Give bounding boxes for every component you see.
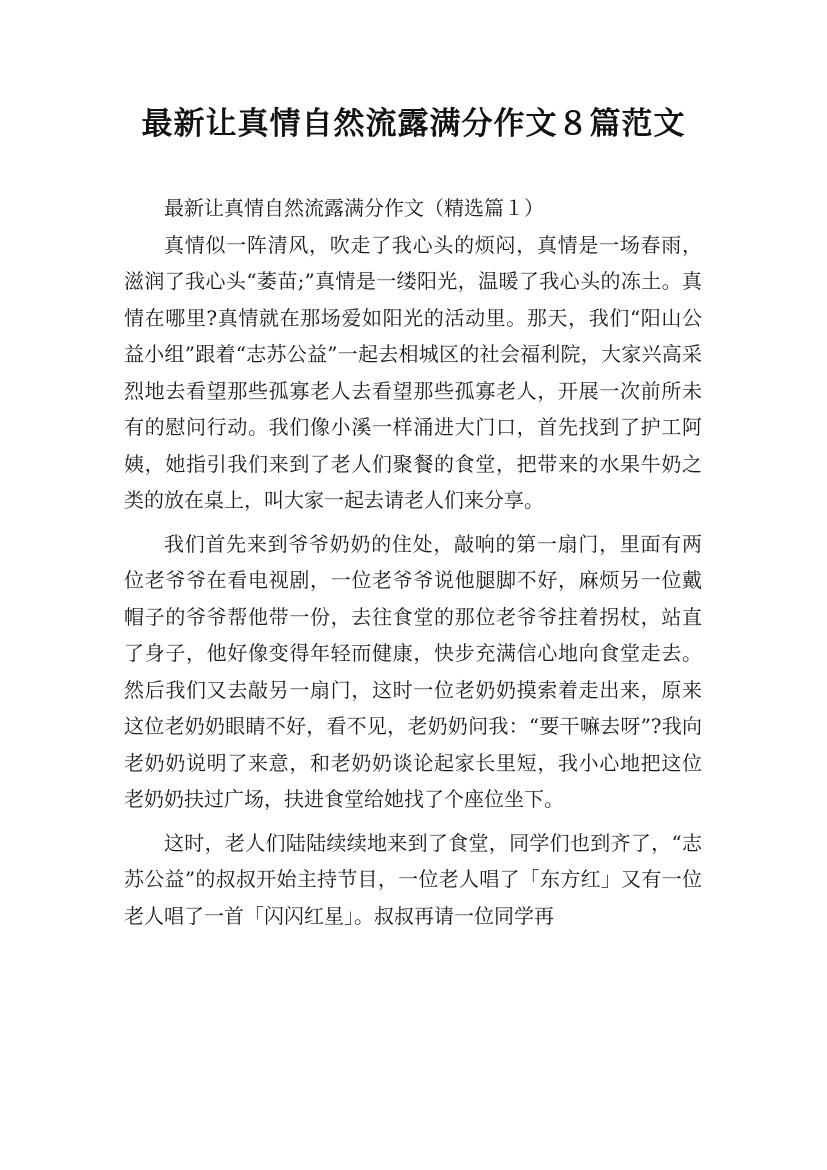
paragraph-3: 这时，老人们陆陆续续地来到了食堂，同学们也到齐了，“志苏公益”的叔叔开始主持节目，一位老人唱了「东方红」又有一位老人唱了一首「闪闪红星」。叔叔再请一位同学再	[124, 830, 702, 928]
document-body	[124, 190, 702, 934]
paragraph-2: 我们首先来到爷爷奶奶的住处，敲响的第一扇门，里面有两位老爷爷在看电视剧，一位老爷爷说他腿脚不好，麻烦另一位戴帽子的爷爷帮他带一份，去往食堂的那位老爷爷拄着拐杖，站直了身子，他好像变得年轻而健康，快步充满信心地向食堂走去。然后我们又去敲另一扇门，这时一位老奶奶摸索着走出来，原来这位老奶奶眼睛不好，看不见，老奶奶问我：“要干嘛去呀”?我向老奶奶说明了来意，和老奶奶谈论起家长里短，我小心地把这位老奶奶扶过广场，扶进食堂给她找了个座位坐下。	[124, 531, 702, 811]
section-heading: 最新让真情自然流露满分作文（精选篇１）	[164, 196, 544, 220]
document-title: 最新让真情自然流露满分作文８篇范文	[141, 106, 686, 142]
paragraph-1: 真情似一阵清风，吹走了我心头的烦闷，真情是一场春雨，滋润了我心头“萎苗;”真情是一缕阳光，温暖了我心头的冻土。真情在哪里?真情就在那场爱如阳光的活动里。那天，我们“阳山公益小组”跟着“志苏公益”一起去相城区的社会福利院，大家兴高采烈地去看望那些孤寡老人去看望那些孤寡老人，开展一次前所未有的慰问行动。我们像小溪一样涌进大门口，首先找到了护工阿姨，她指引我们来到了老人们聚餐的食堂，把带来的水果牛奶之类的放在桌上，叫大家一起去请老人们来分享。	[124, 232, 702, 512]
